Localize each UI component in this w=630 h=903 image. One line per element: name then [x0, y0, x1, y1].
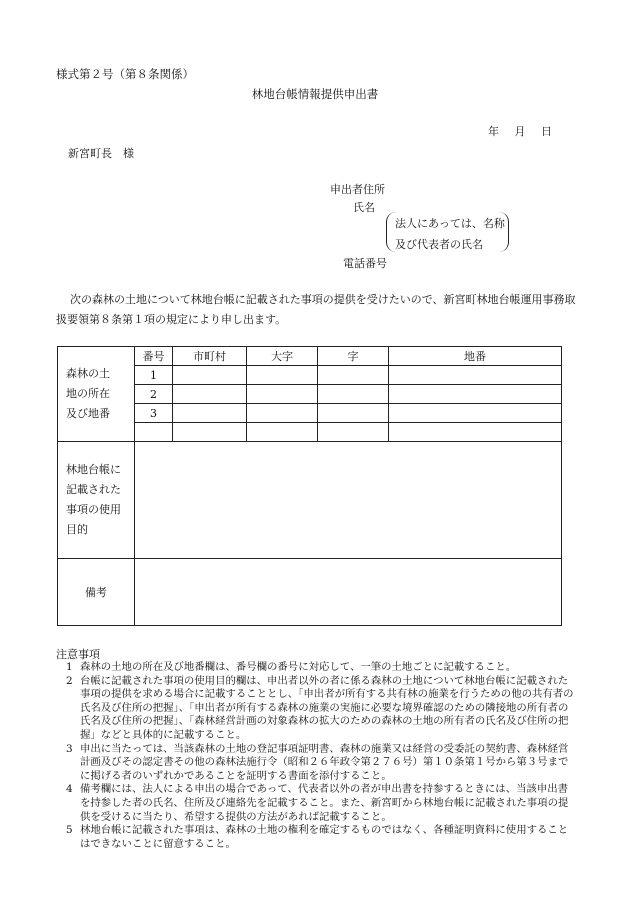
location-header-line3: 及び地番	[66, 407, 110, 420]
lot-number-cell[interactable]	[389, 385, 562, 404]
note-item	[66, 743, 576, 784]
column-header-oaza: 大字	[247, 347, 318, 366]
location-header	[58, 347, 135, 442]
intro-line1: 次の森林の土地について林地台帳に記載された事項の提供を受けたいので、新宮町林地台帳運用事務取	[70, 293, 576, 306]
date-line	[488, 123, 552, 139]
lot-number-cell[interactable]	[389, 366, 562, 385]
lot-number-cell[interactable]	[389, 404, 562, 423]
remarks-header: 備考	[58, 559, 135, 626]
note-number: 5	[66, 824, 73, 837]
row-number	[135, 423, 173, 442]
row-number: 3	[135, 404, 173, 423]
column-header-municipality: 市町村	[173, 347, 247, 366]
municipality-cell[interactable]	[173, 366, 247, 385]
municipality-cell[interactable]	[173, 385, 247, 404]
intro-line2: 扱要領第８条第１項の規定により申し出ます。	[56, 313, 287, 326]
column-header-aza: 字	[318, 347, 389, 366]
purpose-header-line4: 目的	[66, 523, 88, 536]
note-number: 2	[66, 674, 73, 687]
municipality-cell[interactable]	[173, 423, 247, 442]
note-text: 森林の土地の所在及び地番欄は、番号欄の番号に対応して、一筆の土地ごとに記載すること。	[80, 661, 517, 673]
column-header-lot-number: 地番	[389, 347, 562, 366]
applicant-phone-label: 電話番号	[343, 257, 387, 270]
oaza-cell[interactable]	[247, 423, 318, 442]
note-item	[66, 675, 576, 743]
row-number: 2	[135, 385, 173, 404]
note-number: 1	[66, 661, 73, 673]
aza-cell[interactable]	[318, 366, 389, 385]
aza-cell[interactable]	[318, 423, 389, 442]
note-text: 林地台帳に記載された事項は、森林の土地の権利を確定するものではなく、各種証明資料に使用することはできないことに留意すること。	[80, 824, 569, 850]
note-item	[66, 824, 576, 851]
date-day: 日	[541, 125, 552, 138]
purpose-header-line2: 記載された	[66, 483, 121, 496]
column-header-number: 番号	[135, 347, 173, 366]
intro-paragraph	[56, 290, 576, 330]
aza-cell[interactable]	[318, 385, 389, 404]
purpose-header	[58, 442, 135, 559]
addressee: 新宮町長 様	[68, 147, 134, 160]
aza-cell[interactable]	[318, 404, 389, 423]
document-title: 林地台帳情報提供申出書	[251, 87, 379, 101]
notes-title: 注意事項	[56, 648, 100, 661]
note-text: 申出に当たっては、当該森林の土地の登記事項証明書、森林の施業又は経営の受委託の契約書、森林経営計画及びその認定書その他の森林法施行令（昭和２６年政令第２７６号）第１０条第１号から第３号までに掲げる者のいずれかであることを証明する書面を添付すること。	[80, 742, 569, 782]
municipality-cell[interactable]	[173, 404, 247, 423]
date-year: 年	[488, 125, 499, 138]
date-month: 月	[514, 125, 526, 138]
applicant-address-label: 申出者住所	[330, 183, 385, 196]
note-number: 4	[66, 783, 73, 796]
note-number: 3	[66, 742, 73, 755]
corporate-note-line2: 及び代表者の氏名	[395, 238, 483, 251]
note-text: 備考欄には、法人による申出の場合であって、代表者以外の者が申出書を持参するときには、当該申出書を持参した者の氏名、住所及び連絡先を記載すること。また、新宮町から林地台帳に記載された事項の提供を受けるに当たり、希望する提供の方法があれば記載すること。	[80, 783, 569, 823]
note-text: 台帳に記載された事項の使用目的欄は、申出者以外の者に係る森林の土地について林地台帳に記載された事項の提供を求める場合に記載することとし、「申出者が所有する共有林の施業を行うための他の共有者の氏名及び住所の把握」、「申出者が所有する森林の施業の実施に必要な境界確認のための隣接地の所有者の氏名及び住所の把握」、「森林経営計画の対象森林の拡大のための森林の土地の所有者の氏名及び住所の把握」などと具体的に記載すること。	[80, 674, 574, 741]
location-header-line1: 森林の土	[66, 367, 110, 380]
purpose-field[interactable]	[135, 442, 562, 559]
note-item	[66, 783, 576, 824]
notes-list	[66, 661, 576, 851]
applicant-name-label: 氏名	[353, 201, 375, 214]
oaza-cell[interactable]	[247, 404, 318, 423]
oaza-cell[interactable]	[247, 366, 318, 385]
location-header-line2: 地の所在	[66, 387, 110, 400]
note-item	[66, 661, 576, 675]
purpose-header-line1: 林地台帳に	[66, 463, 121, 476]
oaza-cell[interactable]	[247, 385, 318, 404]
row-number: 1	[135, 366, 173, 385]
lot-number-cell[interactable]	[389, 423, 562, 442]
remarks-field[interactable]	[135, 559, 562, 626]
purpose-header-line3: 事項の使用	[66, 503, 121, 516]
corporate-note-line1: 法人にあっては、名称	[395, 217, 505, 230]
form-id: 様式第２号（第８条関係）	[56, 67, 194, 81]
application-table	[57, 346, 562, 626]
